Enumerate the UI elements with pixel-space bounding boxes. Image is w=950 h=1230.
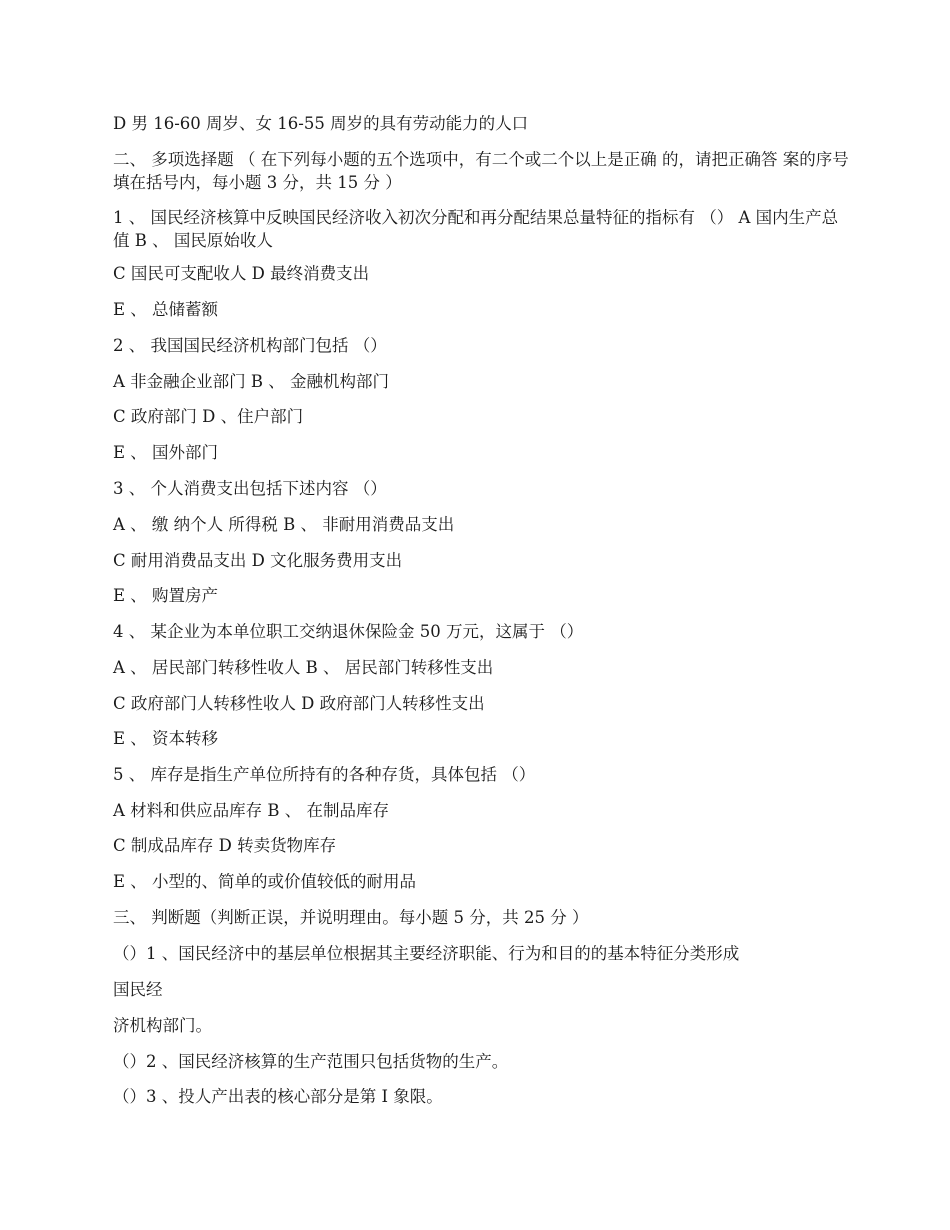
question-2-options-c-d: C 政府部门 D 、住户部门 bbox=[113, 407, 304, 426]
statement-3-text: （）3 、投人产出表的核心部分是第 I 象限。 bbox=[113, 1087, 443, 1106]
question-2-options-a-b: A 非金融企业部门 B 、 金融机构部门 bbox=[113, 372, 390, 391]
question-4-option-e: E 、 资本转移 bbox=[113, 729, 219, 748]
question-3-text: 3 、 个人消费支出包括下述内容 （） bbox=[113, 479, 387, 498]
statement-1-continued: 国民经 bbox=[113, 980, 163, 999]
question-5-option-e: E 、 小型的、简单的或价值较低的耐用品 bbox=[113, 872, 417, 891]
question-2-text: 2 、 我国国民经济机构部门包括 （） bbox=[113, 336, 387, 355]
question-1-option-e: E 、 总储蓄额 bbox=[113, 300, 219, 319]
statement-1-text: （）1 、国民经济中的基层单位根据其主要经济职能、行为和目的的基本特征分类形成 bbox=[113, 944, 740, 963]
section-heading-multiple-choice: 二、 多项选择题 （ 在下列每小题的五个选项中，有二个或二个以上是正确 的，请把正确答 案的序号填在括号内，每小题 3 分，共 15 分 ） bbox=[113, 150, 849, 192]
question-4-options-a-b: A 、 居民部门转移性收人 B 、 居民部门转移性支出 bbox=[113, 658, 494, 677]
question-5-text: 5 、 库存是指生产单位所持有的各种存货，具体包括 （） bbox=[113, 765, 536, 784]
question-5-options-a-b: A 材料和供应品库存 B 、 在制品库存 bbox=[113, 801, 390, 820]
statement-2-text: （）2 、国民经济核算的生产范围只包括货物的生产。 bbox=[113, 1052, 509, 1071]
question-3-options-c-d: C 耐用消费品支出 D 文化服务费用支出 bbox=[113, 551, 403, 570]
section-heading-true-false: 三、 判断题（判断正误，并说明理由。每小题 5 分，共 25 分 ） bbox=[113, 908, 589, 927]
question-1-text: 1 、 国民经济核算中反映国民经济收入初次分配和再分配结果总量特征的指标有 （） A 国内生产总值 B 、 国民原始收人 bbox=[113, 208, 839, 250]
question-3-option-e: E 、 购置房产 bbox=[113, 586, 219, 605]
option-d-working-age-population: D 男 16-60 周岁、女 16-55 周岁的具有劳动能力的人口 bbox=[113, 114, 529, 133]
question-1-options-c-d: C 国民可支配收人 D 最终消费支出 bbox=[113, 264, 370, 283]
question-4-text: 4 、 某企业为本单位职工交纳退休保险金 50 万元，这属于 （） bbox=[113, 622, 584, 641]
question-4-options-c-d: C 政府部门人转移性收人 D 政府部门人转移性支出 bbox=[113, 694, 485, 713]
question-3-options-a-b: A 、 缴 纳个人 所得税 B 、 非耐用消费品支出 bbox=[113, 515, 455, 534]
question-2-option-e: E 、 国外部门 bbox=[113, 443, 219, 462]
statement-1-end: 济机构部门。 bbox=[113, 1016, 212, 1035]
question-5-options-c-d: C 制成品库存 D 转卖货物库存 bbox=[113, 836, 337, 855]
